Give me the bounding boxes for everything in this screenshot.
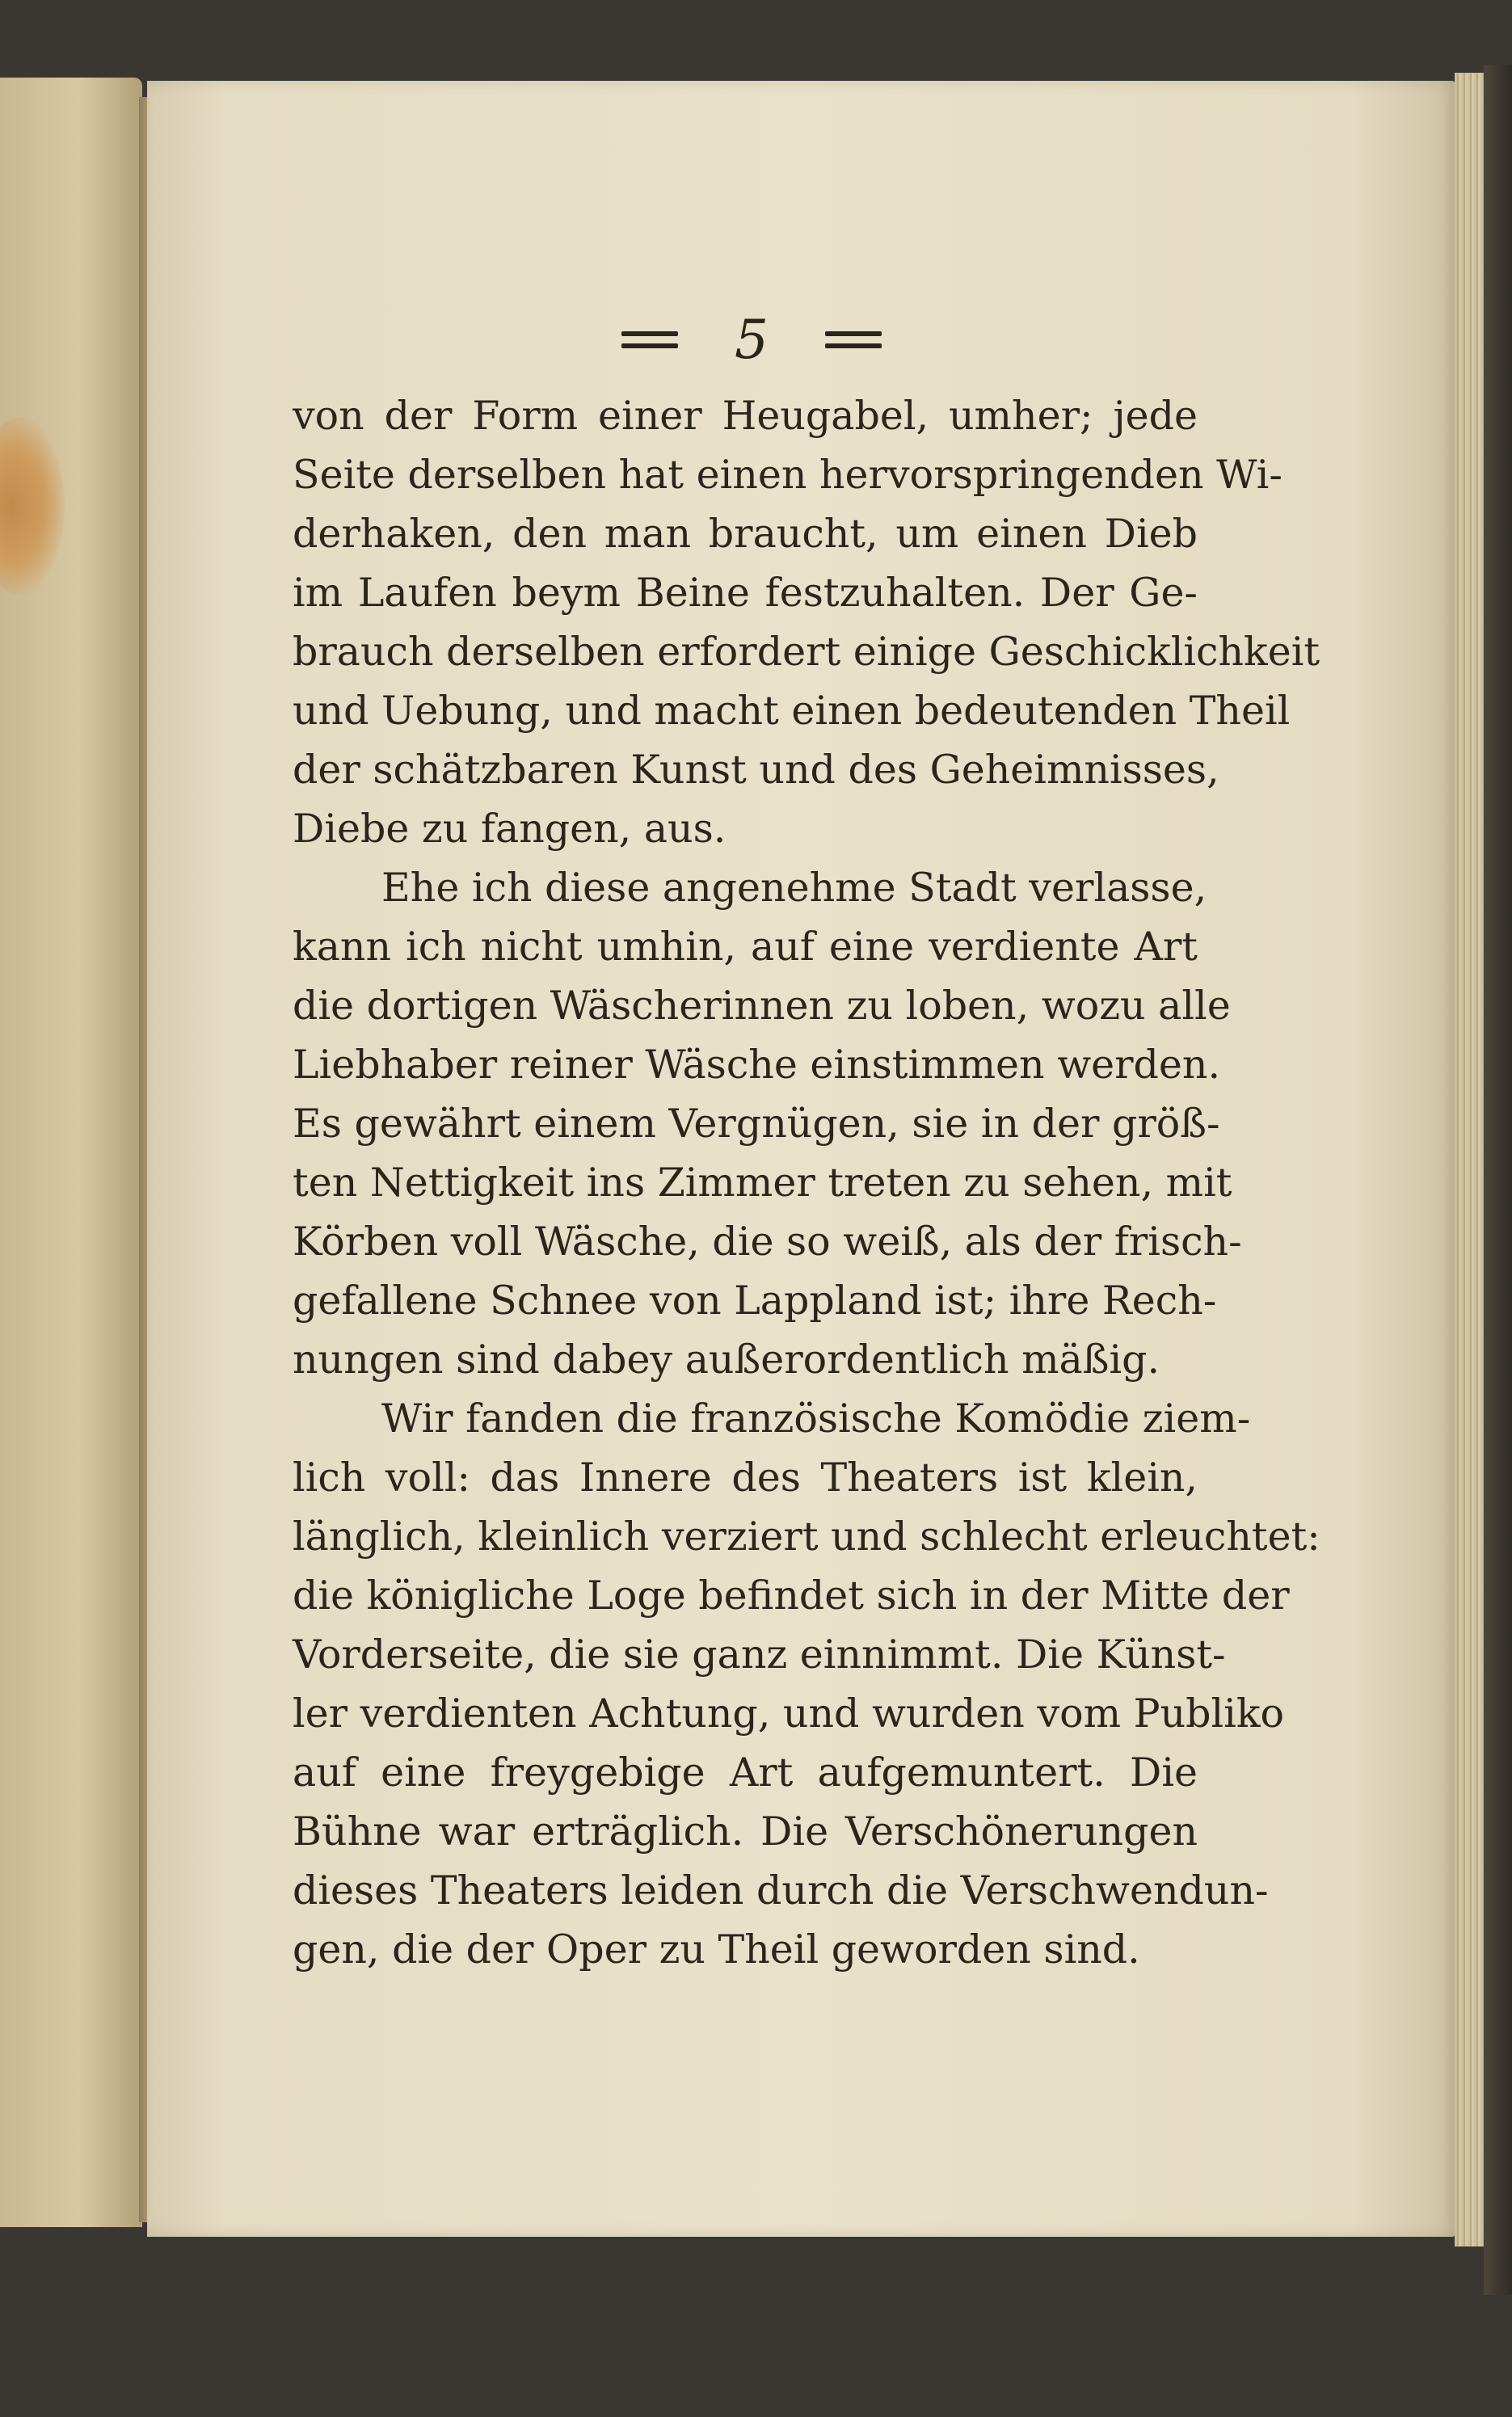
text-line: von der Form einer Heugabel, umher; jede: [293, 393, 1198, 439]
text-line: Seite derselben hat einen hervorspringenden Wi-: [293, 452, 1282, 498]
text-line: auf eine freygebige Art aufgemuntert. Die: [293, 1750, 1198, 1796]
text-line: Liebhaber reiner Wäsche einstimmen werden.: [293, 1042, 1221, 1088]
text-line: Wir fanden die französische Komödie ziem-: [381, 1396, 1251, 1442]
text-line: lich voll: das Innere des Theaters ist klein,: [293, 1455, 1198, 1501]
text-line: brauch derselben erfordert einige Geschicklichkeit: [293, 629, 1320, 675]
text-line: Vorderseite, die sie ganz einnimmt. Die Künst-: [293, 1632, 1226, 1678]
text-line: nungen sind dabey außerordentlich mäßig.: [293, 1337, 1160, 1383]
header-rule-right: [825, 331, 882, 348]
text-line: Ehe ich diese angenehme Stadt verlasse,: [381, 865, 1207, 911]
page-header: [566, 307, 937, 372]
text-line: Diebe zu fangen, aus.: [293, 806, 727, 852]
header-rule-left: [621, 331, 678, 348]
text-line: die königliche Loge befindet sich in der Mitte der: [293, 1573, 1290, 1619]
text-line: ten Nettigkeit ins Zimmer treten zu sehen, mit: [293, 1160, 1232, 1206]
text-line: gefallene Schnee von Lappland ist; ihre Rech-: [293, 1278, 1217, 1324]
body-text: [293, 386, 1320, 1979]
text-line: im Laufen beym Beine festzuhalten. Der Ge-: [293, 570, 1198, 616]
page-number: 5: [735, 308, 769, 371]
text-line: Es gewährt einem Vergnügen, sie in der größ-: [293, 1101, 1220, 1147]
text-line: der schätzbaren Kunst und des Geheimnisses,: [293, 747, 1219, 793]
text-line: derhaken, den man braucht, um einen Dieb: [293, 511, 1198, 557]
text-line: die dortigen Wäscherinnen zu loben, wozu alle: [293, 983, 1231, 1029]
book-cover-edge: [1484, 65, 1512, 2295]
page-edges: [1455, 73, 1484, 2246]
text-line: dieses Theaters leiden durch die Verschwendun-: [293, 1867, 1269, 1914]
text-line: ler verdienten Achtung, und wurden vom Publiko: [293, 1691, 1285, 1737]
paper-stain: [0, 417, 65, 595]
text-line: Körben voll Wäsche, die so weiß, als der frisch-: [293, 1219, 1242, 1265]
text-line: kann ich nicht umhin, auf eine verdiente Art: [293, 924, 1198, 970]
text-line: länglich, kleinlich verziert und schlecht erleuchtet:: [293, 1514, 1320, 1560]
text-line: Bühne war erträglich. Die Verschönerungen: [293, 1809, 1198, 1855]
text-line: gen, die der Oper zu Theil geworden sind.: [293, 1926, 1140, 1973]
left-page-edge: [0, 78, 142, 2227]
text-line: und Uebung, und macht einen bedeutenden Theil: [293, 688, 1291, 734]
